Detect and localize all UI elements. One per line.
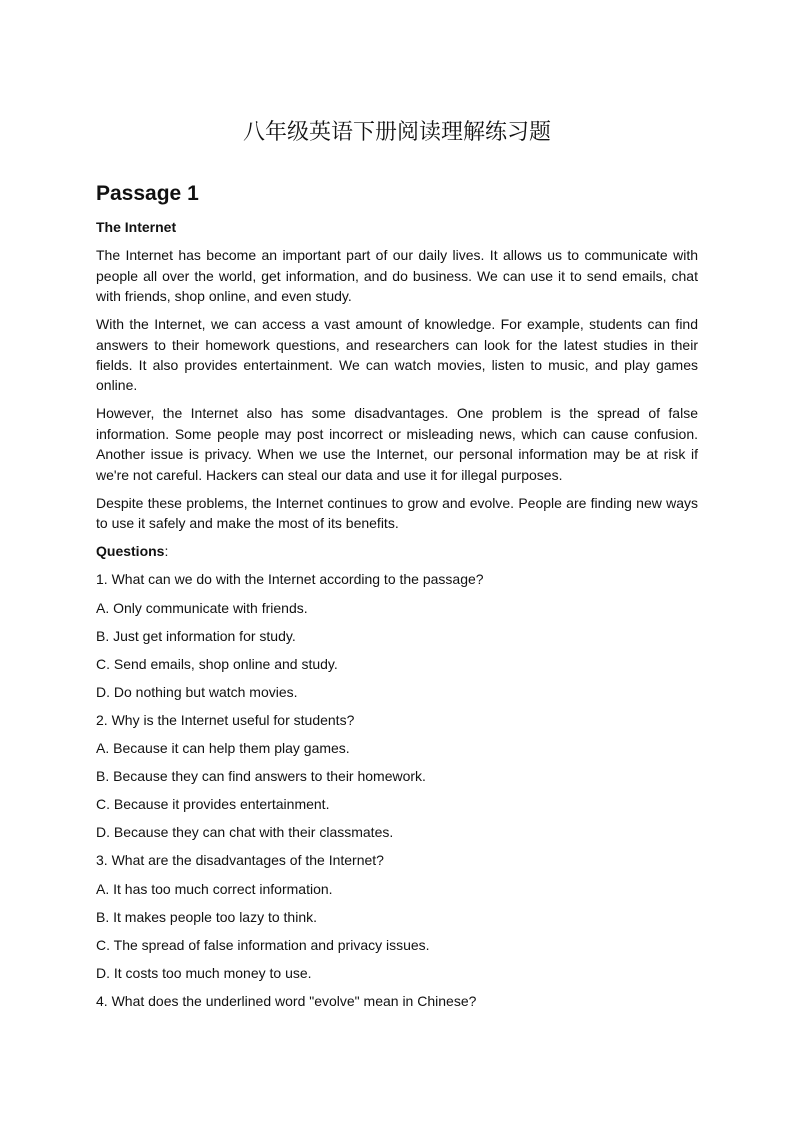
- question-1: [96, 569, 698, 702]
- option-c: C. Send emails, shop online and study.: [96, 655, 338, 672]
- paragraph-1: The Internet has become an important part of our daily lives. It allows us to communicate with people all over the world, get information, and do business. We can use it to send emails, chat with friends, shop online, and even study.: [96, 247, 698, 305]
- questions-label-colon: :: [164, 543, 169, 560]
- option-a: A. It has too much correct information.: [96, 880, 333, 897]
- option-a: A. Only communicate with friends.: [96, 599, 308, 616]
- option-b: B. It makes people too lazy to think.: [96, 908, 318, 925]
- question-3: [96, 850, 698, 983]
- option-b: B. Just get information for study.: [96, 627, 296, 644]
- question-4: [96, 991, 698, 1011]
- option-d: D. It costs too much money to use.: [96, 964, 312, 981]
- questions-label-text: Questions: [96, 543, 165, 560]
- paragraph-3: However, the Internet also has some disadvantages. One problem is the spread of false information. Some people may post incorrect or misleading news, which can cause confusion. Another issue is privacy. When we use the Internet, our personal information may be at risk if we're not careful. Hackers can steal our data and use it for illegal purposes.: [96, 405, 698, 483]
- paragraph-4: Despite these problems, the Internet continues to grow and evolve. People are finding new ways to use it safely and make the most of its benefits.: [96, 494, 698, 532]
- question-2: [96, 710, 698, 843]
- option-d: D. Because they can chat with their classmates.: [96, 824, 394, 841]
- paragraph-2: With the Internet, we can access a vast amount of knowledge. For example, students can find answers to their homework questions, and researchers can look for the latest studies in their fields. It also provides entertainment. We can watch movies, listen to music, and play games online.: [96, 316, 698, 394]
- passage-subtitle: The Internet: [96, 219, 177, 235]
- document-title: 八年级英语下册阅读理解练习题: [242, 120, 551, 145]
- option-d: D. Do nothing but watch movies.: [96, 683, 298, 700]
- question-stem: 1. What can we do with the Internet according to the passage?: [96, 571, 484, 588]
- passage-content: [96, 217, 698, 1019]
- passage-heading: Passage 1: [96, 182, 199, 205]
- option-a: A. Because it can help them play games.: [96, 740, 350, 757]
- option-b: B. Because they can find answers to their homework.: [96, 768, 426, 785]
- question-stem: 4. What does the underlined word "evolve" mean in Chinese?: [96, 992, 477, 1009]
- question-stem: 2. Why is the Internet useful for students?: [96, 711, 355, 728]
- questions-label: [96, 541, 698, 561]
- option-c: C. The spread of false information and privacy issues.: [96, 936, 430, 953]
- option-c: C. Because it provides entertainment.: [96, 796, 330, 813]
- question-stem: 3. What are the disadvantages of the Internet?: [96, 852, 384, 869]
